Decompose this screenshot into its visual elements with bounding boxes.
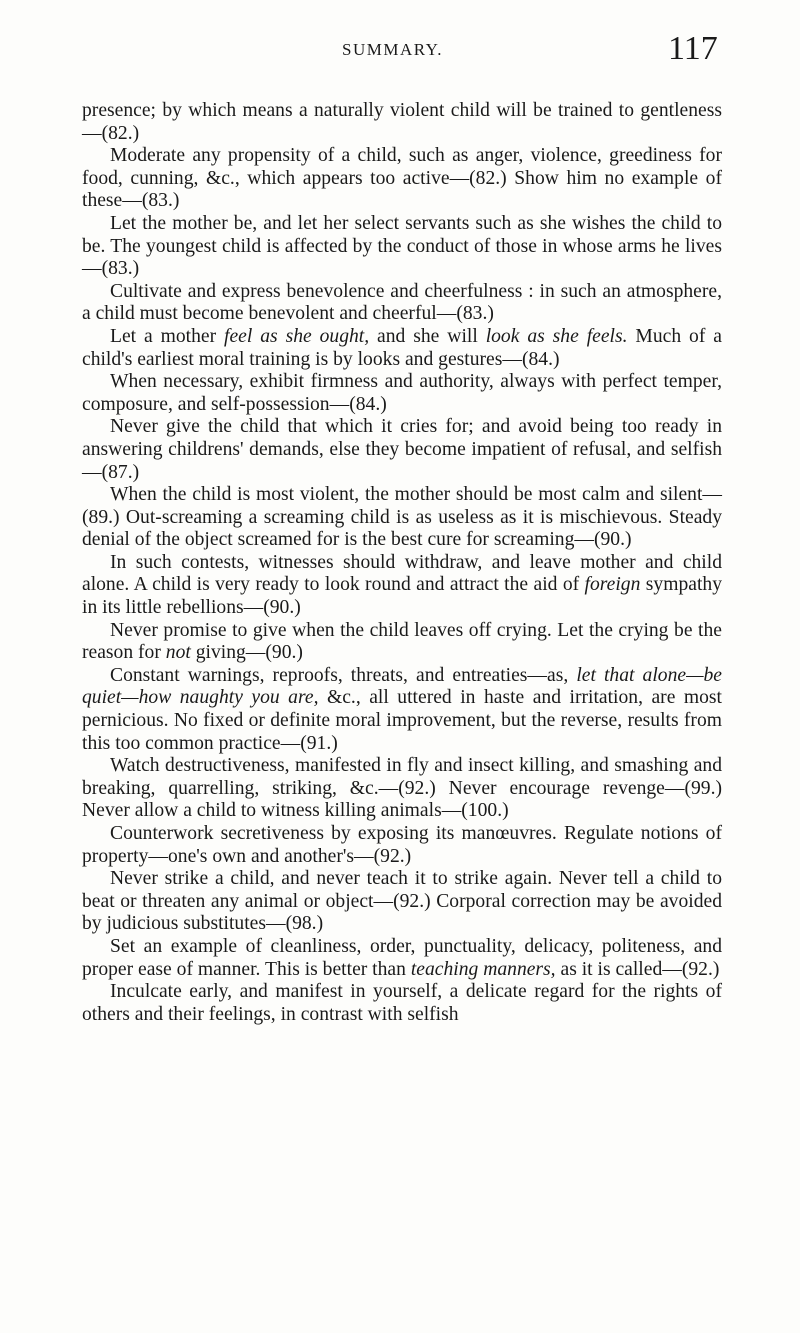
paragraph [82, 326, 722, 371]
text-run: Let a mother [110, 325, 225, 347]
text-run: When necessary, exhibit firmness and authority, always with perfect temper, composure, and self-possession—(84.) [82, 371, 722, 415]
paragraph [82, 868, 722, 936]
text-run: presence; by which means a naturally violent child will be trained to gentleness—(82.) [82, 100, 722, 144]
paragraph [82, 823, 722, 868]
text-run: Watch destructiveness, manifested in fly and insect killing, and smashing and breaking, quarrelling, striking, &c.—(92.) Never encourage revenge—(99.) Never allow a child to witness killing animals—(100.) [82, 755, 722, 822]
text-run: Moderate any propensity of a child, such as anger, violence, greediness for food, cunning, &c., which appears too active—(82.) Show him no example of these—(83.) [82, 145, 722, 212]
italic-text: feel as she ought, [224, 325, 370, 347]
text-run: Much of a child's earliest moral training is by looks and gestures—(84.) [82, 325, 722, 370]
page-number: 117 [668, 30, 718, 67]
paragraph [82, 213, 722, 281]
paragraph [82, 281, 722, 326]
text-run: Counterwork secretiveness by exposing its manœuvres. Regulate notions of property—one's own and another's—(92.) [82, 823, 722, 867]
text-run: In such contests, witnesses should withdraw, and leave mother and child alone. A child is very ready to look round and attract the aid of [82, 551, 722, 596]
paragraph [82, 416, 722, 484]
text-run: Set an example of cleanliness, order, punctuality, delicacy, politeness, and proper ease of manner. This is better than [82, 935, 722, 980]
text-run: as it is called—(92.) [555, 958, 720, 980]
paragraph [82, 620, 722, 665]
italic-text: foreign [584, 574, 641, 596]
italic-text: not [165, 642, 191, 664]
italic-text: let that alone—be quiet—how naughty you are, [82, 664, 722, 709]
paragraph [82, 665, 722, 755]
text-run: sympathy in its little rebellions—(90.) [82, 574, 722, 619]
italic-text: teaching manners, [410, 958, 556, 980]
paragraph [82, 552, 722, 620]
text-run: Cultivate and express benevolence and cheerfulness : in such an atmosphere, a child must become benevolent and cheerful—(83.) [82, 280, 722, 325]
text-run: Never strike a child, and never teach it to strike again. Never tell a child to beat or threaten any animal or object—(92.) Corporal correction may be avoided by judicious substitutes—(98.) [82, 868, 722, 935]
paragraph [82, 100, 722, 145]
paragraph [82, 981, 722, 1026]
text-run: giving—(90.) [190, 642, 303, 664]
paragraph [82, 755, 722, 823]
page-header [0, 30, 800, 86]
paragraph [82, 484, 722, 552]
text-run: Let the mother be, and let her select servants such as she wishes the child to be. The youngest child is affected by the conduct of those in whose arms he lives—(83.) [82, 212, 722, 280]
body-text [82, 100, 722, 1026]
running-head: SUMMARY. [342, 40, 443, 59]
text-run: Inculcate early, and manifest in yourself, a delicate regard for the rights of others and their feelings, in contrast with selfish [82, 981, 722, 1025]
text-run: Never give the child that which it cries for; and avoid being too ready in answering childrens' demands, else they become impatient of refusal, and selfish—(87.) [82, 416, 722, 483]
text-run: and she will [369, 325, 486, 347]
text-run: When the child is most violent, the mother should be most calm and silent—(89.) Out-screaming a screaming child is as useless as it is mischievous. Steady denial of the object screamed for is the best cure for screaming—(90.) [82, 484, 722, 551]
paragraph [82, 371, 722, 416]
text-run: Never promise to give when the child leaves off crying. Let the crying be the reason for [82, 619, 722, 664]
text-run: &c., all uttered in haste and irritation, are most pernicious. No fixed or definite moral improvement, but the reverse, results from this too common practice—(91.) [82, 687, 722, 754]
paragraph [82, 145, 722, 213]
text-run: Constant warnings, reproofs, threats, and entreaties—as, [110, 664, 577, 686]
paragraph [82, 936, 722, 981]
italic-text: look as she feels. [485, 325, 628, 347]
